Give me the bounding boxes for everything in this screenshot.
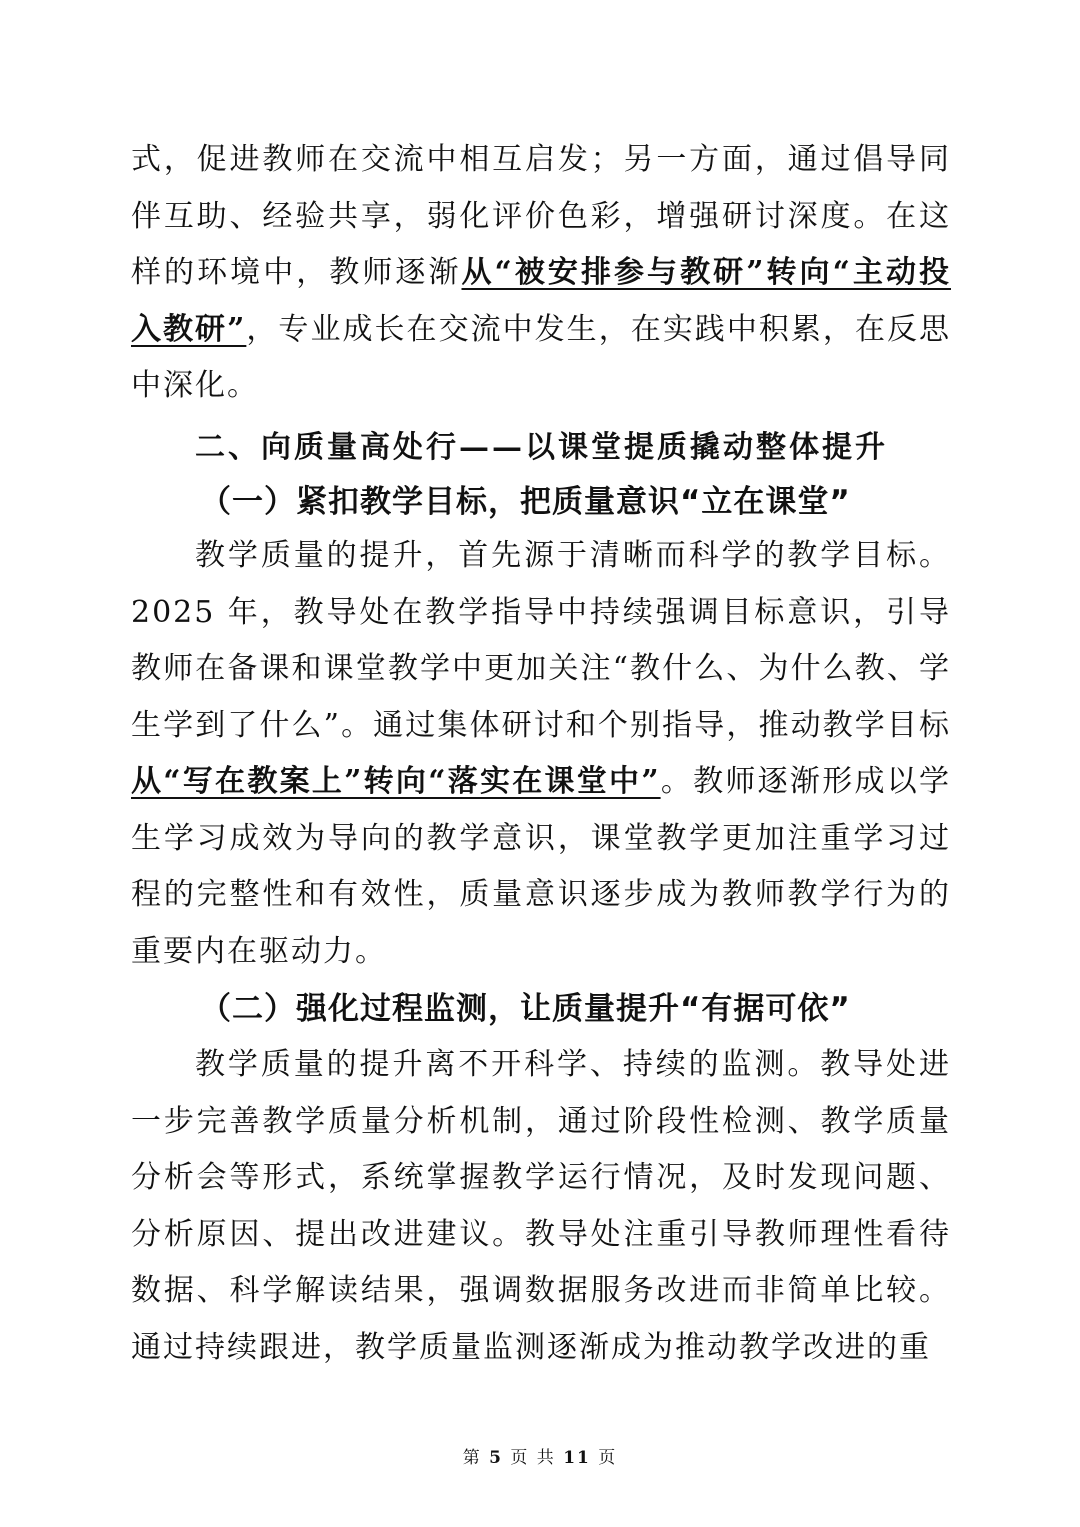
paragraph-1 [131,132,951,415]
paragraph-2-text: 教学质量的提升，首先源于清晰而科学的教学目标。2025 年，教导处在教学指导中持续强调目标意识，引导教师在备课和课堂教学中更加关注“教什么、为什么教、学生学到了什么”。通过集体研讨和个别指导，推动教学目标 [131,538,951,743]
subsection-1-title: （一）紧扣教学目标，把质量意识“立在课堂” [200,484,851,520]
paragraph-1-text-end: ，专业成长在交流中发生，在实践中积累，在反思中深化。 [131,311,952,403]
footer-middle: 页 共 [510,1448,556,1468]
paragraph-2-text-end: 。教师逐渐形成以学生学习成效为导向的教学意识，课堂教学更加注重学习过程的完整性和有效性，质量意识逐步成为教师教学行为的重要内在驱动力。 [131,764,952,969]
paragraph-2 [131,528,951,980]
footer-prefix: 第 [462,1448,482,1468]
paragraph-1-text: 式，促进教师在交流中相互启发；另一方面，通过倡导同伴互助、经验共享，弱化评价色彩，增强研讨深度。在这样的环境中，教师逐渐 [131,142,951,290]
footer-page-number: 5 [489,1448,503,1468]
footer-suffix: 页 [598,1448,618,1468]
subsection-2-title: （二）强化过程监测，让质量提升“有据可依” [200,991,851,1027]
footer-total-pages: 11 [563,1448,591,1468]
paragraph-1-underlined-text: 从“被安排参与教研”转向“主动投入教研” [131,255,951,347]
section-2-title: 二、向质量高处行——以课堂提质撬动整体提升 [195,430,888,465]
paragraph-3: 教学质量的提升离不开科学、持续的监测。教导处进一步完善教学质量分析机制，通过阶段性检测、教学质量分析会等形式，系统掌握教学运行情况，及时发现问题、分析原因、提出改进建议。教导处注重引导教师理性看待数据、科学解读结果，强调数据服务改进而非简单比较。通过持续跟进，教学质量监测逐渐成为推动教学改进的重 [131,1047,951,1365]
paragraph-2-underlined-text: 从“写在教案上”转向“落实在课堂中” [131,764,661,799]
page-footer [0,1443,1080,1468]
